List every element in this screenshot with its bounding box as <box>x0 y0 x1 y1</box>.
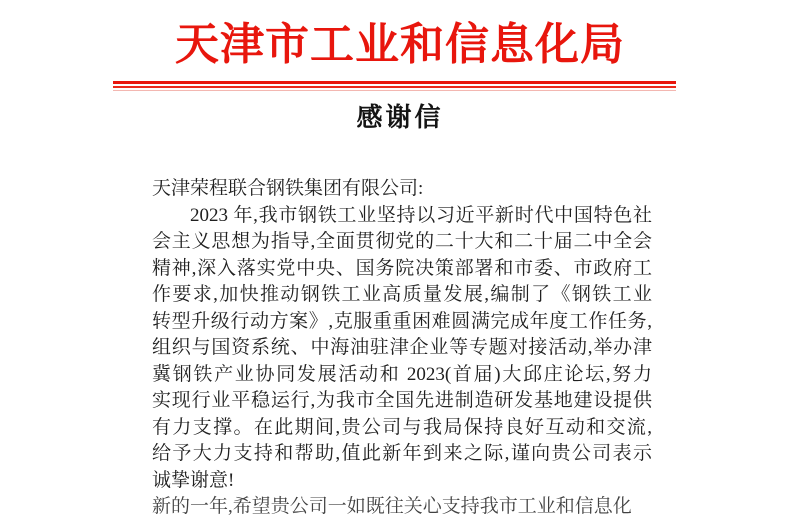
body-line: 作要求,加快推动钢铁工业高质量发展,编制了《钢铁工业 <box>152 284 652 305</box>
body-line: 冀钢铁产业协同发展活动和 2023(首届)大邱庄论坛,努力 <box>152 363 652 385</box>
rule-shadow-line <box>113 90 676 91</box>
body-line: 诚挚谢意! <box>152 469 235 491</box>
clipped-body-line: 新的一年,希望贵公司一如既往关心支持我市工业和信息化 <box>152 496 632 517</box>
salutation: 天津荣程联合钢铁集团有限公司: <box>152 178 424 199</box>
body-line: 2023 年,我市钢铁工业坚持以习近平新时代中国特色社 <box>190 204 652 226</box>
rule-bottom-line <box>113 86 676 88</box>
body-line: 有力支撑。在此期间,贵公司与我局保持良好互动和交流, <box>152 416 652 438</box>
letterhead-rule <box>113 81 676 91</box>
body-line: 组织与国资系统、中海油驻津企业等专题对接活动,举办津 <box>152 337 652 358</box>
body-line: 会主义思想为指导,全面贯彻党的二十大和二十届二中全会 <box>152 231 652 252</box>
body-line: 转型升级行动方案》,克服重重困难圆满完成年度工作任务, <box>152 310 652 332</box>
body-line: 给予大力支持和帮助,值此新年到来之际,谨向贵公司表示 <box>152 443 652 464</box>
letter-title: 感谢信 <box>356 103 444 132</box>
body-line: 精神,深入落实党中央、国务院决策部署和市委、市政府工 <box>152 257 652 279</box>
letter-body <box>152 176 652 521</box>
body-line: 实现行业平稳运行,为我市全国先进制造研发基地建设提供 <box>152 390 652 411</box>
letterhead-org-name: 天津市工业和信息化局 <box>175 20 625 69</box>
